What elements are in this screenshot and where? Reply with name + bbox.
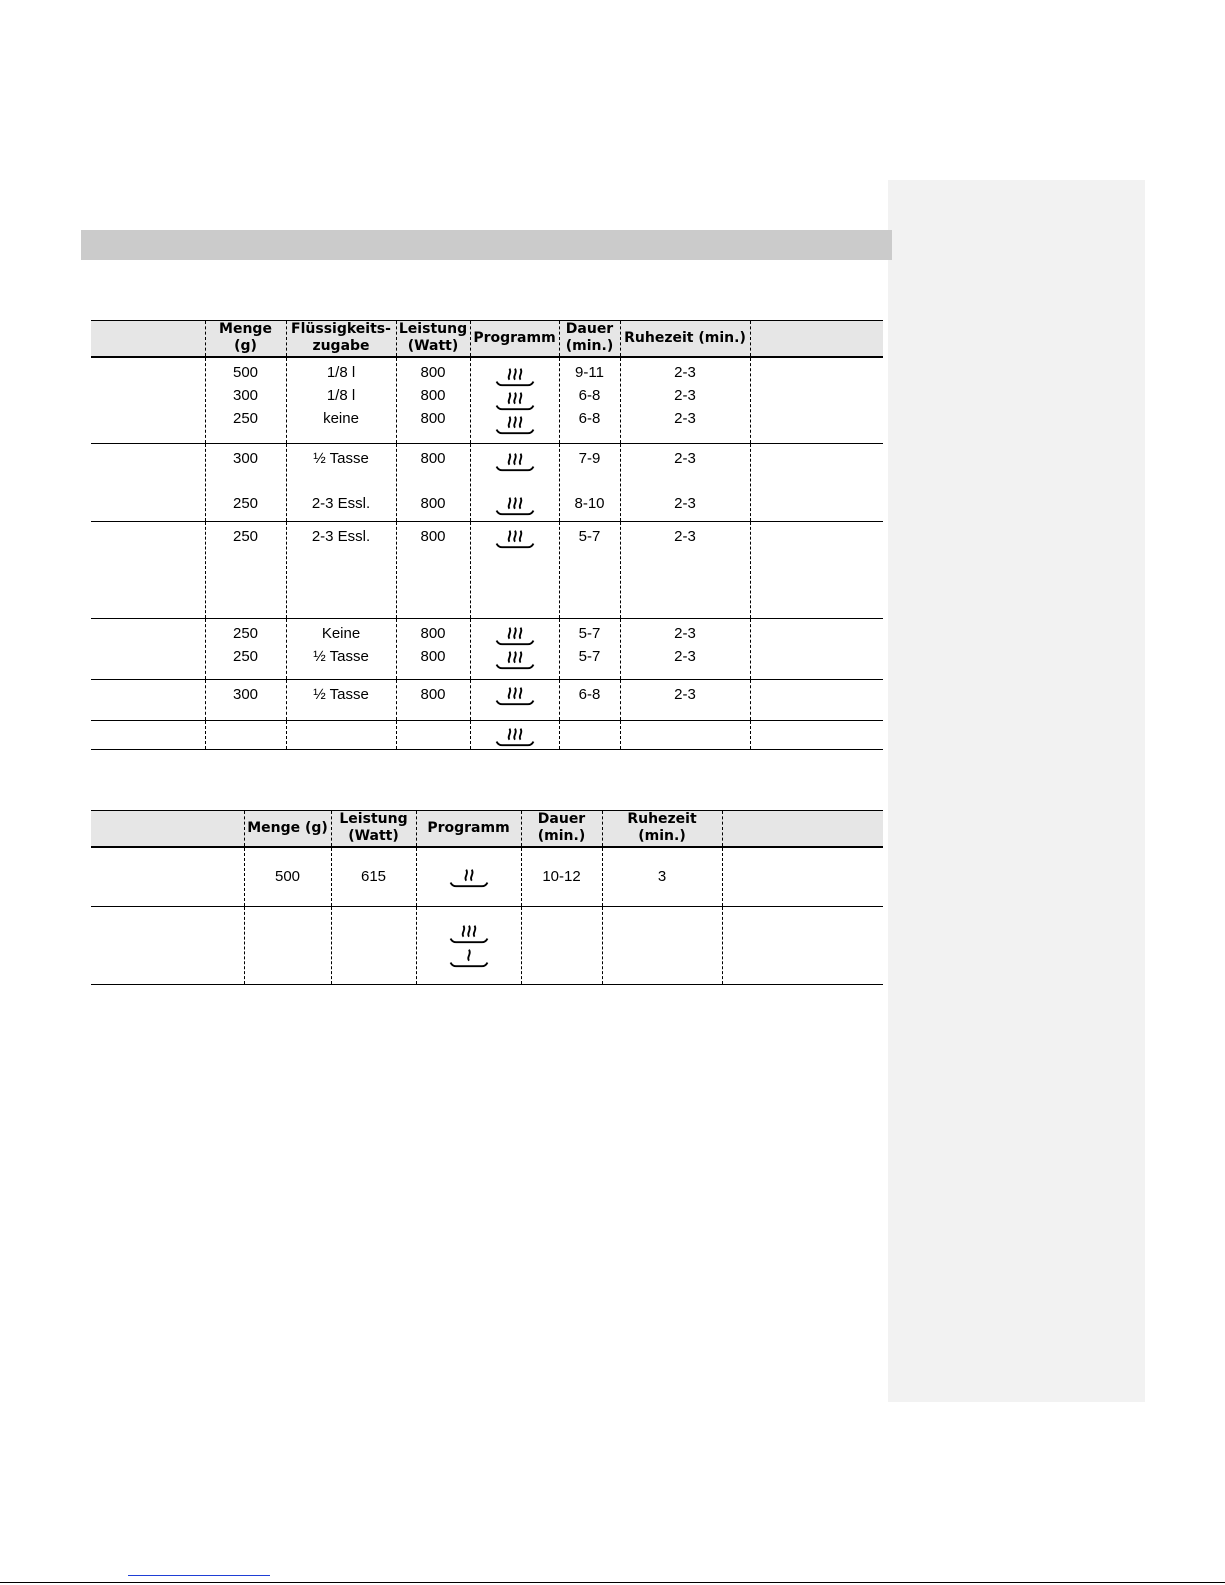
row-name xyxy=(91,619,205,680)
ruhezeit-cell: 2-3 2-3 2-3 xyxy=(620,357,750,444)
ruhezeit-cell: 2-3 xyxy=(620,522,750,619)
leistung-cell: 800 800 800 xyxy=(396,357,470,444)
microwave-high-power-icon xyxy=(493,412,537,436)
fluessig-cell: ½ Tasse 2-3 Essl. xyxy=(286,444,396,522)
microwave-high-power-icon xyxy=(493,388,537,412)
hinweis-cell xyxy=(750,721,883,750)
row-name xyxy=(91,522,205,619)
menge-cell xyxy=(244,907,331,985)
leistung-cell: 800 xyxy=(396,680,470,721)
hinweis-cell xyxy=(722,847,883,907)
header-name xyxy=(91,811,244,847)
table-row xyxy=(91,357,883,444)
fluessig-cell: 1/8 l 1/8 l keine xyxy=(286,357,396,444)
dauer-cell xyxy=(559,721,620,750)
leistung-cell: 615 xyxy=(331,847,416,907)
fluessig-cell: ½ Tasse xyxy=(286,680,396,721)
header-leistung: Leistung (Watt) xyxy=(331,811,416,847)
row-name xyxy=(91,847,244,907)
row-name xyxy=(91,444,205,522)
programm-cell xyxy=(416,907,521,985)
header-dauer: Dauer (min.) xyxy=(521,811,602,847)
menge-cell: 500 xyxy=(244,847,331,907)
section-heading-bar xyxy=(81,230,892,260)
microwave-high-power-icon xyxy=(493,623,537,647)
dauer-cell: 5-7 5-7 xyxy=(559,619,620,680)
header-leistung: Leistung (Watt) xyxy=(396,321,470,357)
leistung-cell xyxy=(396,721,470,750)
microwave-medium-power-icon xyxy=(447,865,491,889)
microwave-high-power-icon xyxy=(493,724,537,748)
menge-cell: 250 xyxy=(205,522,286,619)
leistung-cell: 800 800 xyxy=(396,619,470,680)
header-hinweis xyxy=(750,321,883,357)
header-ruhezeit: Ruhezeit (min.) xyxy=(620,321,750,357)
programm-cell xyxy=(470,357,559,444)
hinweis-cell xyxy=(750,619,883,680)
microwave-high-power-icon xyxy=(447,921,491,945)
programm-cell xyxy=(470,444,559,522)
hinweis-cell xyxy=(750,522,883,619)
fluessig-cell xyxy=(286,721,396,750)
programm-cell xyxy=(470,721,559,750)
leistung-cell: 800 800 xyxy=(396,444,470,522)
header-menge: Menge (g) xyxy=(244,811,331,847)
fluessig-cell: 2-3 Essl. xyxy=(286,522,396,619)
ruhezeit-cell: 2-3 2-3 xyxy=(620,444,750,522)
header-dauer: Dauer (min.) xyxy=(559,321,620,357)
menge-cell: 250 250 xyxy=(205,619,286,680)
table-header-row xyxy=(91,811,883,847)
dauer-cell: 9-11 6-8 6-8 xyxy=(559,357,620,444)
table-row xyxy=(91,680,883,721)
leistung-cell xyxy=(331,907,416,985)
microwave-high-power-icon xyxy=(493,493,537,517)
table-header-row xyxy=(91,321,883,357)
menge-cell: 300 250 xyxy=(205,444,286,522)
dauer-cell: 5-7 xyxy=(559,522,620,619)
microwave-high-power-icon xyxy=(493,647,537,671)
dauer-cell: 10-12 xyxy=(521,847,602,907)
ruhezeit-cell: 2-3 xyxy=(620,680,750,721)
hinweis-cell xyxy=(750,444,883,522)
table-row xyxy=(91,522,883,619)
hinweis-cell xyxy=(750,680,883,721)
microwave-high-power-icon xyxy=(493,449,537,473)
menge-cell: 300 xyxy=(205,680,286,721)
programm-cell xyxy=(470,619,559,680)
microwave-high-power-icon xyxy=(493,683,537,707)
row-name xyxy=(91,680,205,721)
programm-cell xyxy=(416,847,521,907)
dauer-cell xyxy=(521,907,602,985)
ruhezeit-cell xyxy=(620,721,750,750)
table-row xyxy=(91,619,883,680)
table-row xyxy=(91,444,883,522)
microwave-high-power-icon xyxy=(493,526,537,550)
ruhezeit-cell: 3 xyxy=(602,847,722,907)
leistung-cell: 800 xyxy=(396,522,470,619)
menge-cell: 500 300 250 xyxy=(205,357,286,444)
microwave-high-power-icon xyxy=(493,364,537,388)
header-name xyxy=(91,321,205,357)
row-name xyxy=(91,907,244,985)
programm-cell xyxy=(470,680,559,721)
fluessig-cell: Keine ½ Tasse xyxy=(286,619,396,680)
header-programm: Programm xyxy=(416,811,521,847)
ruhezeit-cell: 2-3 2-3 xyxy=(620,619,750,680)
header-menge: Menge (g) xyxy=(205,321,286,357)
ruhezeit-cell xyxy=(602,907,722,985)
cooking-table-1 xyxy=(91,320,883,750)
hinweis-cell xyxy=(722,907,883,985)
programm-cell xyxy=(470,522,559,619)
table-row xyxy=(91,847,883,907)
footer-rule xyxy=(0,1582,1225,1583)
menge-cell xyxy=(205,721,286,750)
row-name xyxy=(91,357,205,444)
cooking-table-2 xyxy=(91,810,883,985)
footer-link-underline[interactable] xyxy=(128,1575,270,1576)
header-ruhezeit: Ruhezeit (min.) xyxy=(602,811,722,847)
header-fluessigkeitszugabe: Flüssigkeits- zugabe xyxy=(286,321,396,357)
comment-pane xyxy=(888,180,1145,1402)
header-hinweis xyxy=(722,811,883,847)
row-name xyxy=(91,721,205,750)
dauer-cell: 7-9 8-10 xyxy=(559,444,620,522)
microwave-low-power-icon xyxy=(447,945,491,969)
dauer-cell: 6-8 xyxy=(559,680,620,721)
header-programm: Programm xyxy=(470,321,559,357)
hinweis-cell xyxy=(750,357,883,444)
table-row xyxy=(91,907,883,985)
table-row xyxy=(91,721,883,750)
